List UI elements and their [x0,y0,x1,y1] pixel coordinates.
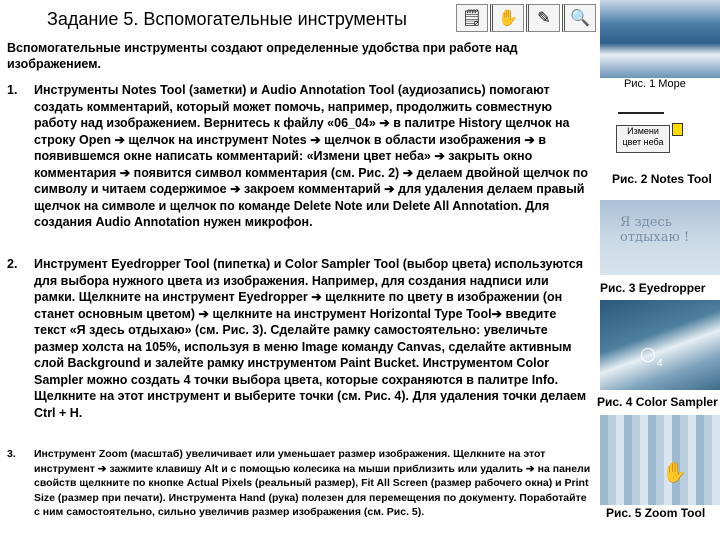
figure-caption-1: Рис. 1 Море [624,78,686,90]
note-title-bar [618,112,664,114]
item-text: Инструмент Zoom (масштаб) увеличивает или уменьшает размер изображения. Щелкните на этот инструмент ➔ зажмите клавишу Alt и с помощью колесика на мыши приблизить или удалить ➔ на панели свойств щелкните по кнопке Actual Pixels (реальный размер), Fit All Screen (размер рабочего окна) и Print Size (размер при печати). Инструмента Hand (рука) полезен для перемещения по документу. Поработайте с ним самостоятельно, сильно увеличив размер изображения (см. Рис. 5). [34,448,591,518]
list-item-2 [7,256,592,421]
intro-paragraph: Вспомогательные инструменты создают определенные удобства при работе над изображением. [7,41,518,71]
hand-cursor-icon: ✋ [662,462,687,484]
notes-icon[interactable]: 🗒 [456,4,488,32]
list-item-1 [7,82,592,231]
tools-toolbar [456,4,606,32]
item-number: 3. [7,448,16,460]
sampler-point-icon [641,348,655,362]
color-sampler-image [600,300,720,390]
note-window [616,125,670,153]
item-text: Инструменты Notes Tool (заметки) и Audio Annotation Tool (аудиозапись) помогают создать комментарий, который может помочь, например, продолжить совместную работу над изображением. Вернитесь к файлу «06_04» ➔ в палитре History щелчок на строку Open ➔ щелчок на инструмент Notes ➔ щелчок в области изображения ➔ в появившемся окне написать комментарий: «Измени цвет неба» ➔ закрыть окно комментария ➔ появится символ комментария (см. Рис. 2) ➔ делаем двойной щелчок по символу и читаем содержимое ➔ закроем комментарий ➔ для удаления делаем правый щелчок на символе и щелчок по команде Delete Note или Delete All Annotation. Для создания Audio Annotation нужен микрофон. [34,83,588,229]
sampler-label: 4 [657,358,663,369]
eyedropper-icon[interactable]: ✎ [526,4,560,32]
figure-caption-3: Рис. 3 Eyedropper [600,281,706,295]
hand-icon[interactable]: ✋ [490,4,524,32]
note-text: Измени цвет неба [622,126,664,147]
zoomed-pixels-image [600,415,720,505]
figure-caption-4: Рис. 4 Color Sampler [597,395,718,409]
zoom-icon[interactable]: 🔍 [562,4,596,32]
item-number: 2. [7,257,18,271]
overlay-text: Я здесь отдыхаю ! [620,215,690,245]
figure-caption-2: Рис. 2 Notes Tool [612,172,712,186]
list-item-3 [7,447,592,520]
page-title: Задание 5. Вспомогательные инструменты [47,9,407,29]
item-number: 1. [7,83,18,97]
figure-caption-5: Рис. 5 Zoom Tool [606,506,706,520]
item-text: Инструмент Eyedropper Tool (пипетка) и Color Sampler Tool (выбор цвета) используются для выбора нужного цвета из изображения. Например, для создания надписи или рамки. Щелкните на инструмент Eyedropper ➔ щелкните по цвету в изображении (он станет основным цветом) ➔ щелкните на инструмент Horizontal Type Tool➔ введите текст «Я здесь отдыхаю» (см. Рис. 3). Сделайте рамку самостоятельно: увеличьте размер холста на 105%, используя в меню Image команду Canvas, сделайте активным слой Background и залейте рамку инструментом Paint Bucket. Инструментом Color Sampler можно создать 4 точки выбора цвета, которые сохраняются в палитре Info. Щелкните на этот инструмент и выберите точки (см. Рис. 4). Для удаления точки делаем Ctrl + H. [34,257,587,420]
sea-image [600,0,720,78]
note-symbol-icon [672,123,683,136]
